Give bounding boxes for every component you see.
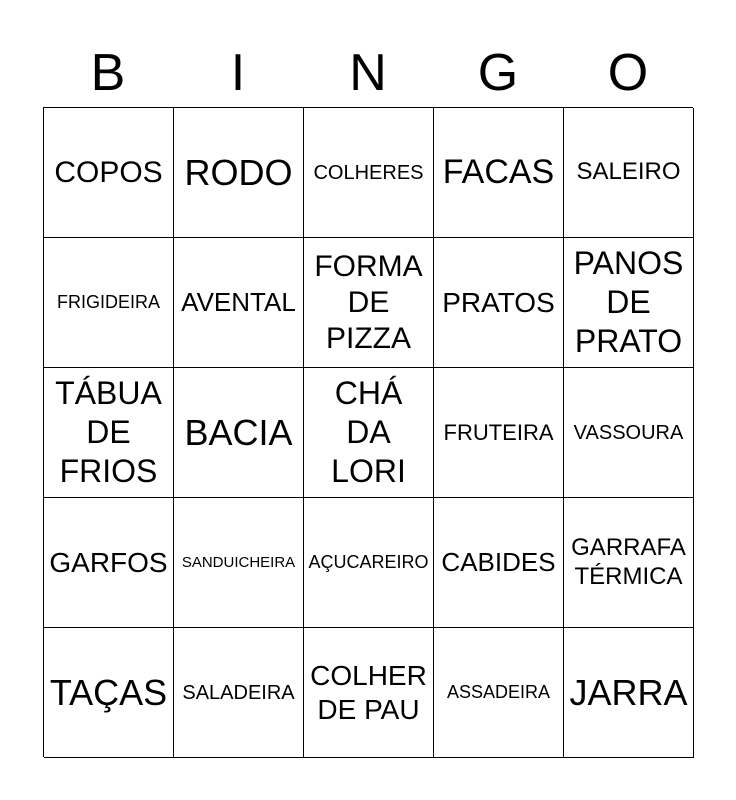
- bingo-cell[interactable]: TAÇAS: [44, 628, 174, 758]
- bingo-cell[interactable]: SALEIRO: [564, 108, 694, 238]
- bingo-cell[interactable]: FORMA DE PIZZA: [304, 238, 434, 368]
- bingo-cell[interactable]: TÁBUA DE FRIOS: [44, 368, 174, 498]
- header-letter-o: O: [607, 44, 649, 102]
- bingo-cell[interactable]: PANOS DE PRATO: [564, 238, 694, 368]
- bingo-cell[interactable]: FRIGIDEIRA: [44, 238, 174, 368]
- bingo-cell[interactable]: FACAS: [434, 108, 564, 238]
- bingo-cell[interactable]: GARRAFA TÉRMICA: [564, 498, 694, 628]
- bingo-cell[interactable]: JARRA: [564, 628, 694, 758]
- bingo-cell[interactable]: SALADEIRA: [174, 628, 304, 758]
- bingo-cell[interactable]: RODO: [174, 108, 304, 238]
- bingo-cell[interactable]: PRATOS: [434, 238, 564, 368]
- bingo-cell[interactable]: ASSADEIRA: [434, 628, 564, 758]
- bingo-cell[interactable]: BACIA: [174, 368, 304, 498]
- header-letter-i: I: [230, 44, 246, 102]
- bingo-cell[interactable]: COPOS: [44, 108, 174, 238]
- bingo-cell[interactable]: SANDUICHEIRA: [174, 498, 304, 628]
- bingo-cell[interactable]: AÇUCAREIRO: [304, 498, 434, 628]
- bingo-cell[interactable]: CABIDES: [434, 498, 564, 628]
- bingo-header: [43, 40, 693, 106]
- header-letter-n: N: [349, 44, 387, 102]
- bingo-cell[interactable]: AVENTAL: [174, 238, 304, 368]
- bingo-cell[interactable]: COLHERES: [304, 108, 434, 238]
- bingo-cell[interactable]: COLHER DE PAU: [304, 628, 434, 758]
- header-letter-b: B: [90, 44, 126, 102]
- bingo-grid: [43, 107, 693, 757]
- bingo-cell[interactable]: GARFOS: [44, 498, 174, 628]
- header-letter-g: G: [477, 44, 519, 102]
- bingo-cell[interactable]: CHÁ DA LORI: [304, 368, 434, 498]
- bingo-cell[interactable]: VASSOURA: [564, 368, 694, 498]
- bingo-cell[interactable]: FRUTEIRA: [434, 368, 564, 498]
